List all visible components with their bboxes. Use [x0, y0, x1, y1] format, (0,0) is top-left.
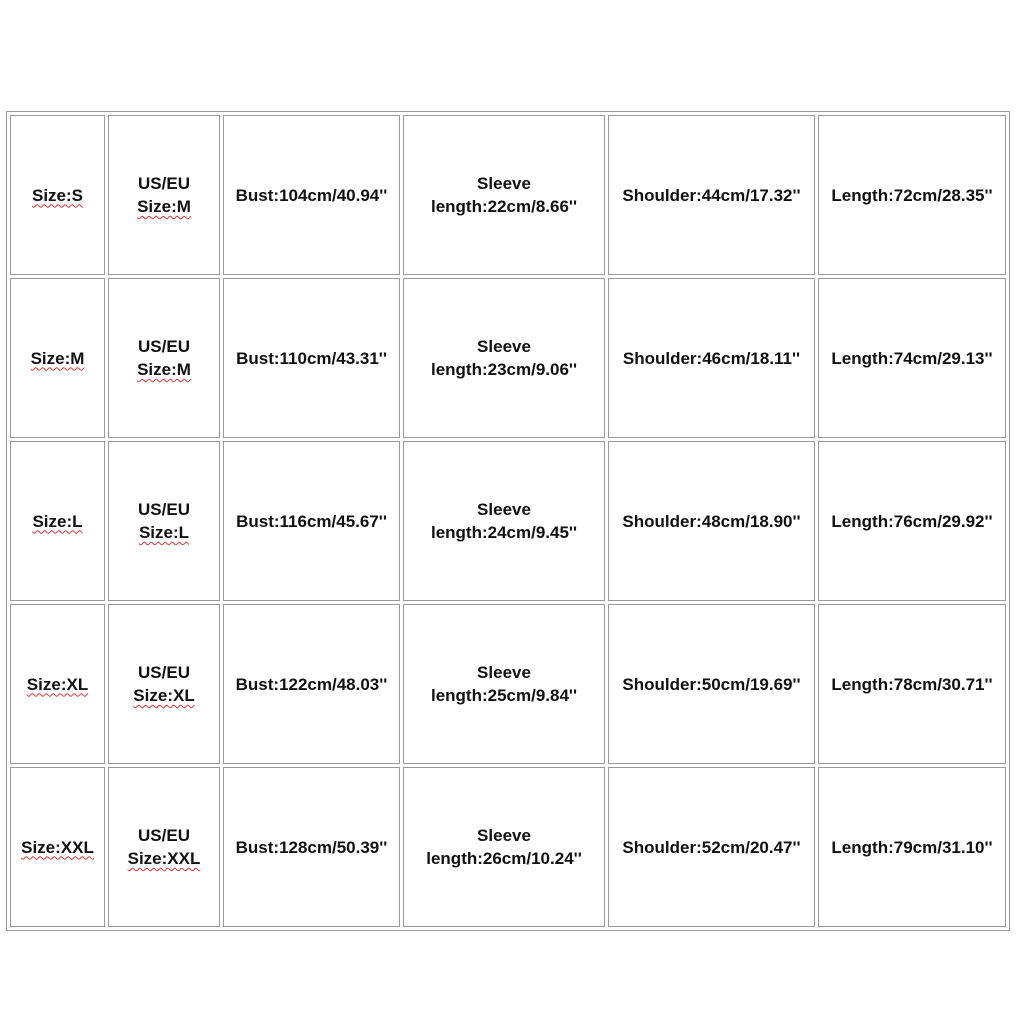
- size-label: Size:L: [32, 511, 83, 531]
- bust-cell: Bust:116cm/45.67'': [223, 441, 400, 601]
- sleeve-label: Sleeve: [477, 500, 531, 519]
- us-eu-size-cell: [108, 767, 220, 927]
- sleeve-length-value: length:26cm/10.24'': [426, 849, 582, 868]
- sleeve-label: Sleeve: [477, 174, 531, 193]
- sleeve-length-value: length:22cm/8.66'': [430, 197, 578, 216]
- us-eu-size-value: Size:XL: [133, 686, 195, 705]
- table-row: [10, 604, 1006, 764]
- us-eu-size-cell: [108, 604, 220, 764]
- size-label: Size:XL: [26, 674, 89, 694]
- sleeve-length-value: length:24cm/9.45'': [430, 523, 578, 542]
- size-cell: [10, 767, 105, 927]
- sleeve-length-value: length:25cm/9.84'': [430, 686, 578, 705]
- us-eu-label: US/EU: [138, 663, 190, 682]
- length-cell: Length:76cm/29.92'': [818, 441, 1006, 601]
- sleeve-cell: [403, 767, 605, 927]
- table-row: [10, 278, 1006, 438]
- bust-cell: Bust:104cm/40.94'': [223, 115, 400, 275]
- shoulder-cell: Shoulder:50cm/19.69'': [608, 604, 815, 764]
- us-eu-size-value: Size:XXL: [127, 849, 201, 868]
- size-label: Size:XXL: [21, 837, 94, 857]
- sleeve-label: Sleeve: [477, 337, 531, 356]
- length-cell: Length:78cm/30.71'': [818, 604, 1006, 764]
- size-cell: [10, 604, 105, 764]
- us-eu-size-cell: [108, 441, 220, 601]
- us-eu-label: US/EU: [138, 500, 190, 519]
- us-eu-size-cell: [108, 115, 220, 275]
- size-chart-table: [6, 111, 1010, 931]
- us-eu-label: US/EU: [138, 826, 190, 845]
- sleeve-length-value: length:23cm/9.06'': [430, 360, 578, 379]
- shoulder-cell: Shoulder:46cm/18.11'': [608, 278, 815, 438]
- sleeve-cell: [403, 115, 605, 275]
- sleeve-label: Sleeve: [477, 826, 531, 845]
- sleeve-cell: [403, 604, 605, 764]
- us-eu-label: US/EU: [138, 337, 190, 356]
- us-eu-label: US/EU: [138, 174, 190, 193]
- table-row: [10, 441, 1006, 601]
- length-cell: Length:72cm/28.35'': [818, 115, 1006, 275]
- table-row: [10, 115, 1006, 275]
- shoulder-cell: Shoulder:52cm/20.47'': [608, 767, 815, 927]
- sleeve-cell: [403, 441, 605, 601]
- size-cell: [10, 278, 105, 438]
- us-eu-size-value: Size:M: [137, 360, 191, 379]
- shoulder-cell: Shoulder:48cm/18.90'': [608, 441, 815, 601]
- shoulder-cell: Shoulder:44cm/17.32'': [608, 115, 815, 275]
- bust-cell: Bust:122cm/48.03'': [223, 604, 400, 764]
- us-eu-size-value: Size:M: [137, 197, 191, 216]
- size-label: Size:S: [31, 185, 84, 205]
- table-row: [10, 767, 1006, 927]
- us-eu-size-cell: [108, 278, 220, 438]
- size-cell: [10, 441, 105, 601]
- bust-cell: Bust:110cm/43.31'': [223, 278, 400, 438]
- length-cell: Length:74cm/29.13'': [818, 278, 1006, 438]
- sleeve-label: Sleeve: [477, 663, 531, 682]
- size-label: Size:M: [30, 348, 85, 368]
- us-eu-size-value: Size:L: [138, 523, 190, 542]
- length-cell: Length:79cm/31.10'': [818, 767, 1006, 927]
- size-cell: [10, 115, 105, 275]
- bust-cell: Bust:128cm/50.39'': [223, 767, 400, 927]
- sleeve-cell: [403, 278, 605, 438]
